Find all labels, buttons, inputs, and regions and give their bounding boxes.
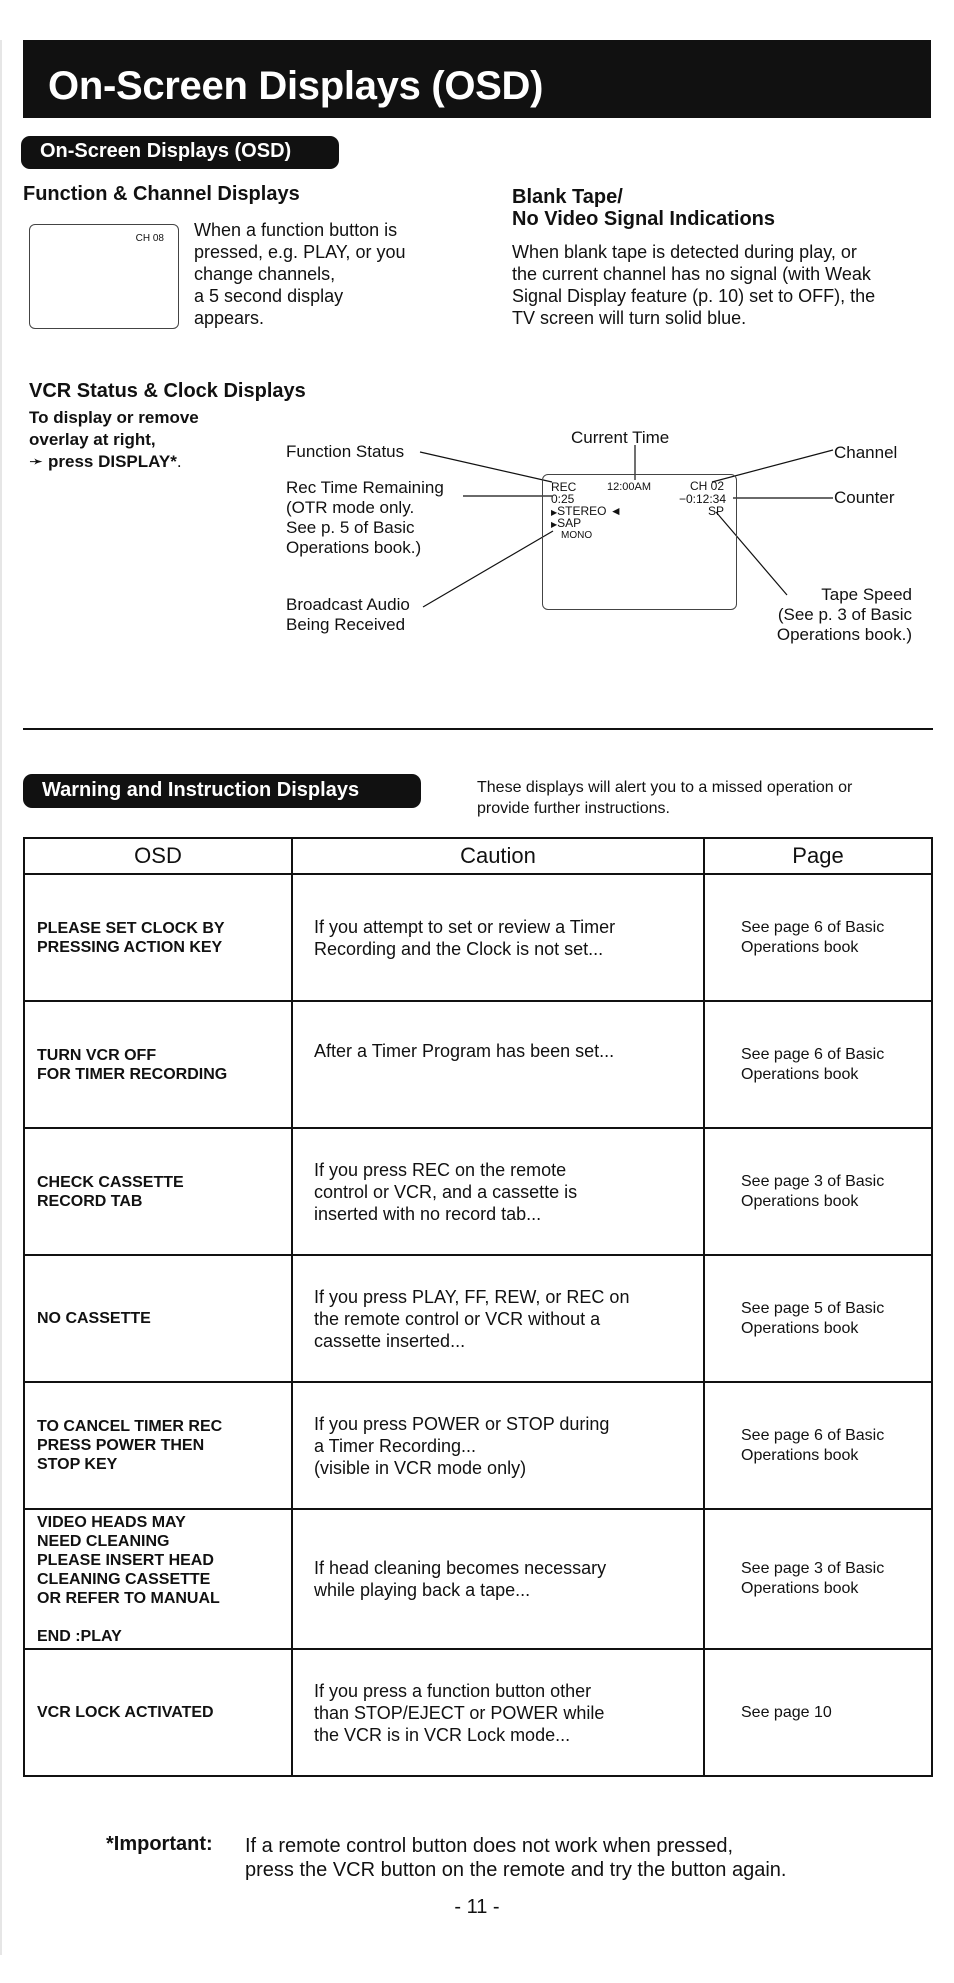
rec-time-line: Rec Time Remaining: [286, 478, 444, 497]
label-tape-speed: [742, 585, 912, 645]
osd-counter: −0:12:34: [678, 492, 726, 506]
function-channel-heading: Function & Channel Displays: [23, 183, 300, 205]
section-pill-warning: Warning and Instruction Displays: [23, 774, 421, 808]
cell-osd: VCR LOCK ACTIVATED: [24, 1649, 292, 1776]
blank-tape-heading-line1: Blank Tape/: [512, 186, 623, 208]
warning-table: [23, 837, 933, 1777]
osd-stereo: STEREO: [557, 504, 607, 518]
table-row: [24, 874, 932, 1001]
tape-speed-line: Operations book.): [776, 625, 912, 644]
bt-line: When blank tape is detected during play, or: [512, 242, 857, 262]
fc-line: appears.: [194, 308, 265, 328]
left-margin-line: [0, 40, 2, 1955]
column-header-caution: Caution: [292, 838, 704, 874]
tape-speed-line: Tape Speed: [821, 585, 912, 604]
press-display-instruction: [29, 452, 182, 472]
important-text: [245, 1834, 786, 1882]
function-channel-text: [194, 219, 405, 329]
vcr-status-instruction: [29, 407, 199, 451]
rec-time-line: (OTR mode only.: [286, 498, 415, 517]
play-marker-icon: ▶: [551, 508, 558, 517]
cell-osd: PLEASE SET CLOCK BY PRESSING ACTION KEY: [24, 874, 292, 1001]
osd-mono: MONO: [561, 530, 593, 541]
page-number: - 11 -: [454, 1896, 500, 1918]
cell-page: See page 10: [704, 1649, 932, 1776]
status-sub-line2: overlay at right,: [29, 430, 156, 449]
osd-speed: SP: [707, 504, 724, 518]
small-tv-screen: [29, 224, 179, 329]
table-row: [24, 1128, 932, 1255]
warning-note-line1: These displays will alert you to a missed operation or: [477, 779, 853, 796]
small-screen-channel: CH 08: [135, 233, 164, 244]
rec-time-line: See p. 5 of Basic: [286, 518, 415, 537]
bt-line: Signal Display feature (p. 10) set to OFF), the: [512, 286, 876, 306]
important-line2: press the VCR button on the remote and try the button again.: [245, 1859, 787, 1881]
important-line1: If a remote control button does not work when pressed,: [245, 1835, 734, 1857]
osd-remaining: 0:25: [551, 492, 575, 506]
table-row: [24, 1509, 932, 1649]
blank-tape-heading-line2: No Video Signal Indications: [512, 208, 775, 230]
cell-page: See page 6 of Basic Operations book: [704, 874, 932, 1001]
large-tv-screen: [542, 474, 737, 610]
cell-osd: TO CANCEL TIMER REC PRESS POWER THEN STOP KEY: [24, 1382, 292, 1509]
osd-channel: CH 02: [689, 479, 724, 493]
cell-page: See page 6 of Basic Operations book: [704, 1001, 932, 1128]
cell-caution: If you press POWER or STOP during a Timer Recording... (visible in VCR mode only): [292, 1382, 704, 1509]
cell-osd: CHECK CASSETTE RECORD TAB: [24, 1128, 292, 1255]
label-channel: Channel: [834, 443, 898, 462]
osd-sap: SAP: [557, 516, 582, 530]
table-row: [24, 1001, 932, 1128]
table-row: [24, 1255, 932, 1382]
vcr-status-heading: VCR Status & Clock Displays: [29, 380, 306, 402]
section-divider: [23, 728, 933, 730]
table-row: [24, 1382, 932, 1509]
fc-line: pressed, e.g. PLAY, or you: [194, 242, 406, 262]
cell-caution: If you press PLAY, FF, REW, or REC on the remote control or VCR without a cassette inserted...: [292, 1255, 704, 1382]
blank-tape-text: [512, 241, 875, 329]
label-function-status: Function Status: [286, 442, 405, 461]
cell-caution: If you attempt to set or review a Timer Recording and the Clock is not set...: [292, 874, 704, 1001]
broadcast-audio-line: Broadcast Audio: [286, 595, 410, 614]
label-current-time: Current Time: [571, 428, 670, 447]
press-display-text: press DISPLAY*: [47, 452, 177, 471]
osd-rec: REC: [551, 480, 577, 494]
cell-caution: If you press REC on the remote control or VCR, and a cassette is inserted with no record tab...: [292, 1128, 704, 1255]
bt-line: the current channel has no signal (with Weak: [512, 264, 871, 284]
play-marker-icon: ▶: [551, 520, 558, 529]
press-display-period: .: [176, 452, 182, 471]
section-pill-osd: On-Screen Displays (OSD): [21, 136, 339, 169]
arrow-icon: ➛: [29, 452, 44, 471]
label-broadcast-audio: [286, 595, 410, 635]
cell-page: See page 5 of Basic Operations book: [704, 1255, 932, 1382]
osd-time: 12:00AM: [607, 481, 652, 493]
column-header-osd: OSD: [24, 838, 292, 874]
cell-page: See page 3 of Basic Operations book: [704, 1128, 932, 1255]
broadcast-audio-line: Being Received: [286, 615, 406, 634]
cell-osd: VIDEO HEADS MAY NEED CLEANING PLEASE INSERT HEAD CLEANING CASSETTE OR REFER TO MANUAL END :PLAY: [24, 1509, 292, 1649]
cell-osd: NO CASSETTE: [24, 1255, 292, 1382]
column-header-page: Page: [704, 838, 932, 874]
warning-note: [477, 777, 852, 819]
rec-time-line: Operations book.): [286, 538, 422, 557]
cell-page: See page 6 of Basic Operations book: [704, 1382, 932, 1509]
important-label: *Important:: [106, 1833, 213, 1855]
vcr-status-diagram: [280, 420, 940, 670]
status-sub-line1: To display or remove: [29, 408, 199, 427]
fc-line: a 5 second display: [194, 286, 344, 306]
bt-line: TV screen will turn solid blue.: [512, 308, 747, 328]
label-counter: Counter: [834, 488, 895, 507]
cell-caution: If head cleaning becomes necessary while playing back a tape...: [292, 1509, 704, 1649]
fc-line: change channels,: [194, 264, 336, 284]
page-title: On-Screen Displays (OSD): [23, 40, 931, 118]
cell-osd: TURN VCR OFF FOR TIMER RECORDING: [24, 1001, 292, 1128]
cell-caution: After a Timer Program has been set...: [292, 1001, 704, 1128]
warning-note-line2: provide further instructions.: [477, 800, 670, 817]
blank-tape-heading: [512, 186, 775, 230]
cell-caution: If you press a function button other than STOP/EJECT or POWER while the VCR is in VCR Lock mode...: [292, 1649, 704, 1776]
label-rec-time: [286, 478, 444, 558]
table-row: [24, 1649, 932, 1776]
fc-line: When a function button is: [194, 220, 398, 240]
cell-page: See page 3 of Basic Operations book: [704, 1509, 932, 1649]
stereo-pointer-icon: ◄: [609, 504, 622, 518]
tape-speed-line: (See p. 3 of Basic: [777, 605, 912, 624]
